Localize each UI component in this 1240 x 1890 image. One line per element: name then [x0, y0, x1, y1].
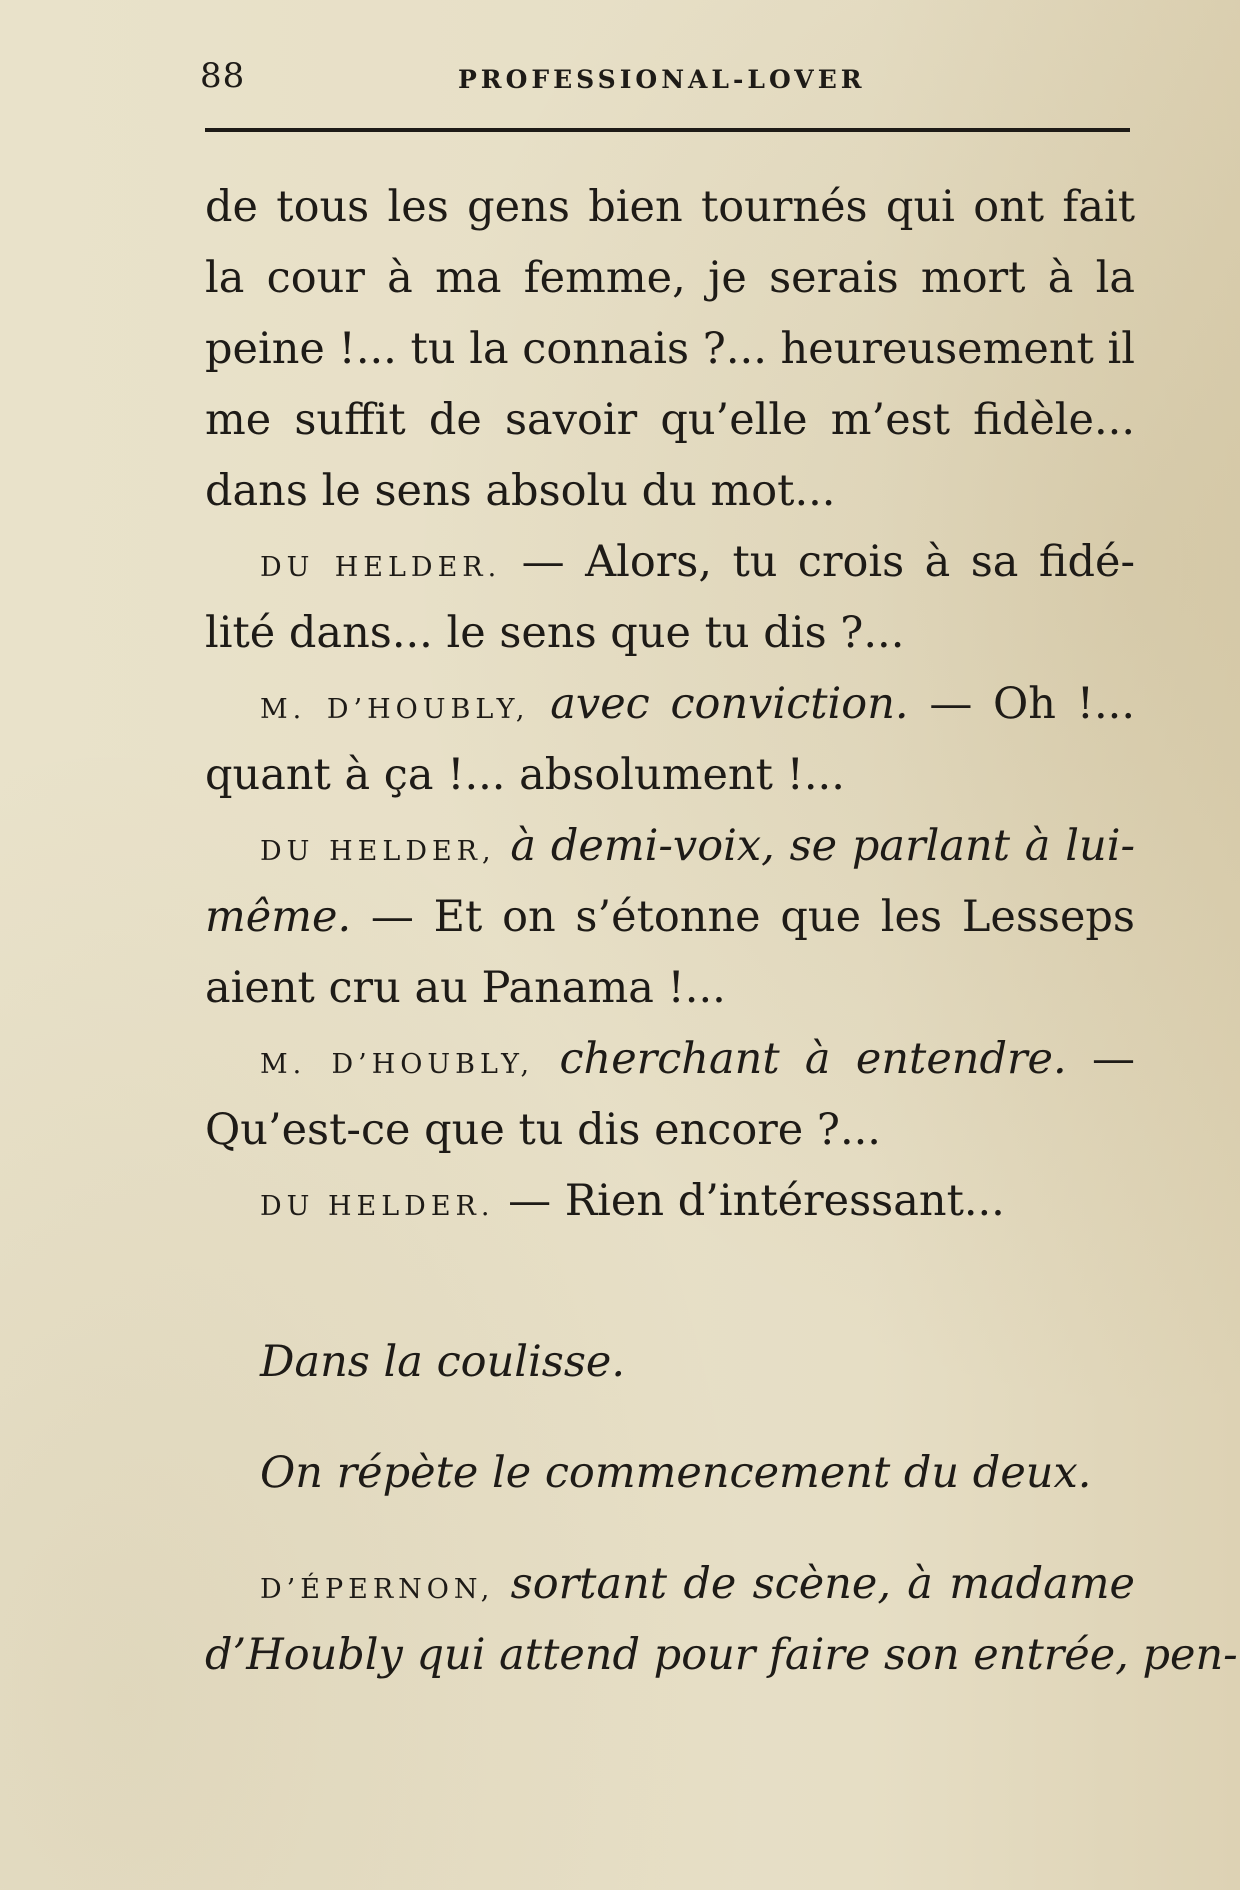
- stage-direction: sortant de scène, à madame: [510, 1559, 1135, 1609]
- dialogue-line: [205, 1166, 1135, 1237]
- page-number: 88: [200, 56, 246, 96]
- speaker-name: D’ÉPERNON,: [260, 1574, 495, 1605]
- text-line: lité dans... le sens que tu dis ?...: [205, 608, 905, 658]
- stage-direction: à demi-voix, se parlant à lui-: [510, 821, 1135, 871]
- dialogue-text: — Rien d’intéressant...: [508, 1176, 1005, 1226]
- running-head: [200, 48, 1130, 98]
- section-gap: [205, 1509, 1135, 1549]
- dialogue-line: [205, 882, 1135, 953]
- stage-direction-line: d’Houbly qui attend pour faire son entrée, pen-: [205, 1630, 1238, 1680]
- stage-direction-line: On répète le commencement du deux.: [260, 1448, 1092, 1498]
- text-line: aient cru au Panama !...: [205, 963, 726, 1013]
- speaker-name: DU HELDER.: [260, 1191, 495, 1222]
- dialogue-text: — Alors, tu crois à sa fidé-: [521, 537, 1136, 587]
- text-line: me suffit de savoir qu’elle m’est fidèle...: [205, 395, 1135, 445]
- running-title: PROFESSIONAL-LOVER: [458, 65, 866, 94]
- stage-direction: même.: [205, 892, 352, 942]
- text-line: quant à ça !... absolument !...: [205, 750, 845, 800]
- dialogue-line: [205, 527, 1135, 598]
- text-line: Qu’est-ce que tu dis encore ?...: [205, 1105, 881, 1155]
- dialogue-text: —: [1091, 1034, 1135, 1084]
- dialogue-text: — Et on s’étonne que les Lesseps: [370, 892, 1135, 942]
- speaker-name: M. D’HOUBLY,: [260, 694, 530, 725]
- text-line: la cour à ma femme, je serais mort à la: [205, 253, 1135, 303]
- dialogue-line: [205, 669, 1135, 740]
- text-line: peine !... tu la connais ?... heureusement il: [205, 324, 1135, 374]
- text-line: de tous les gens bien tournés qui ont fait: [205, 182, 1135, 232]
- section-gap: [205, 1237, 1135, 1327]
- text-line: dans le sens absolu du mot...: [205, 466, 836, 516]
- speaker-name: M. D’HOUBLY,: [260, 1049, 535, 1080]
- dialogue-line: [205, 1549, 1135, 1620]
- dialogue-text: — Oh !...: [929, 679, 1136, 729]
- stage-direction: cherchant à entendre.: [559, 1034, 1067, 1084]
- body-text: [205, 172, 1238, 1691]
- stage-direction-line: Dans la coulisse.: [260, 1337, 626, 1387]
- stage-direction: avec conviction.: [550, 679, 909, 729]
- dialogue-line: [205, 1024, 1135, 1095]
- dialogue-line: [205, 811, 1135, 882]
- speaker-name: DU HELDER,: [260, 836, 496, 867]
- speaker-name: DU HELDER.: [260, 552, 502, 583]
- header-rule: [205, 128, 1130, 132]
- section-gap: [205, 1398, 1135, 1438]
